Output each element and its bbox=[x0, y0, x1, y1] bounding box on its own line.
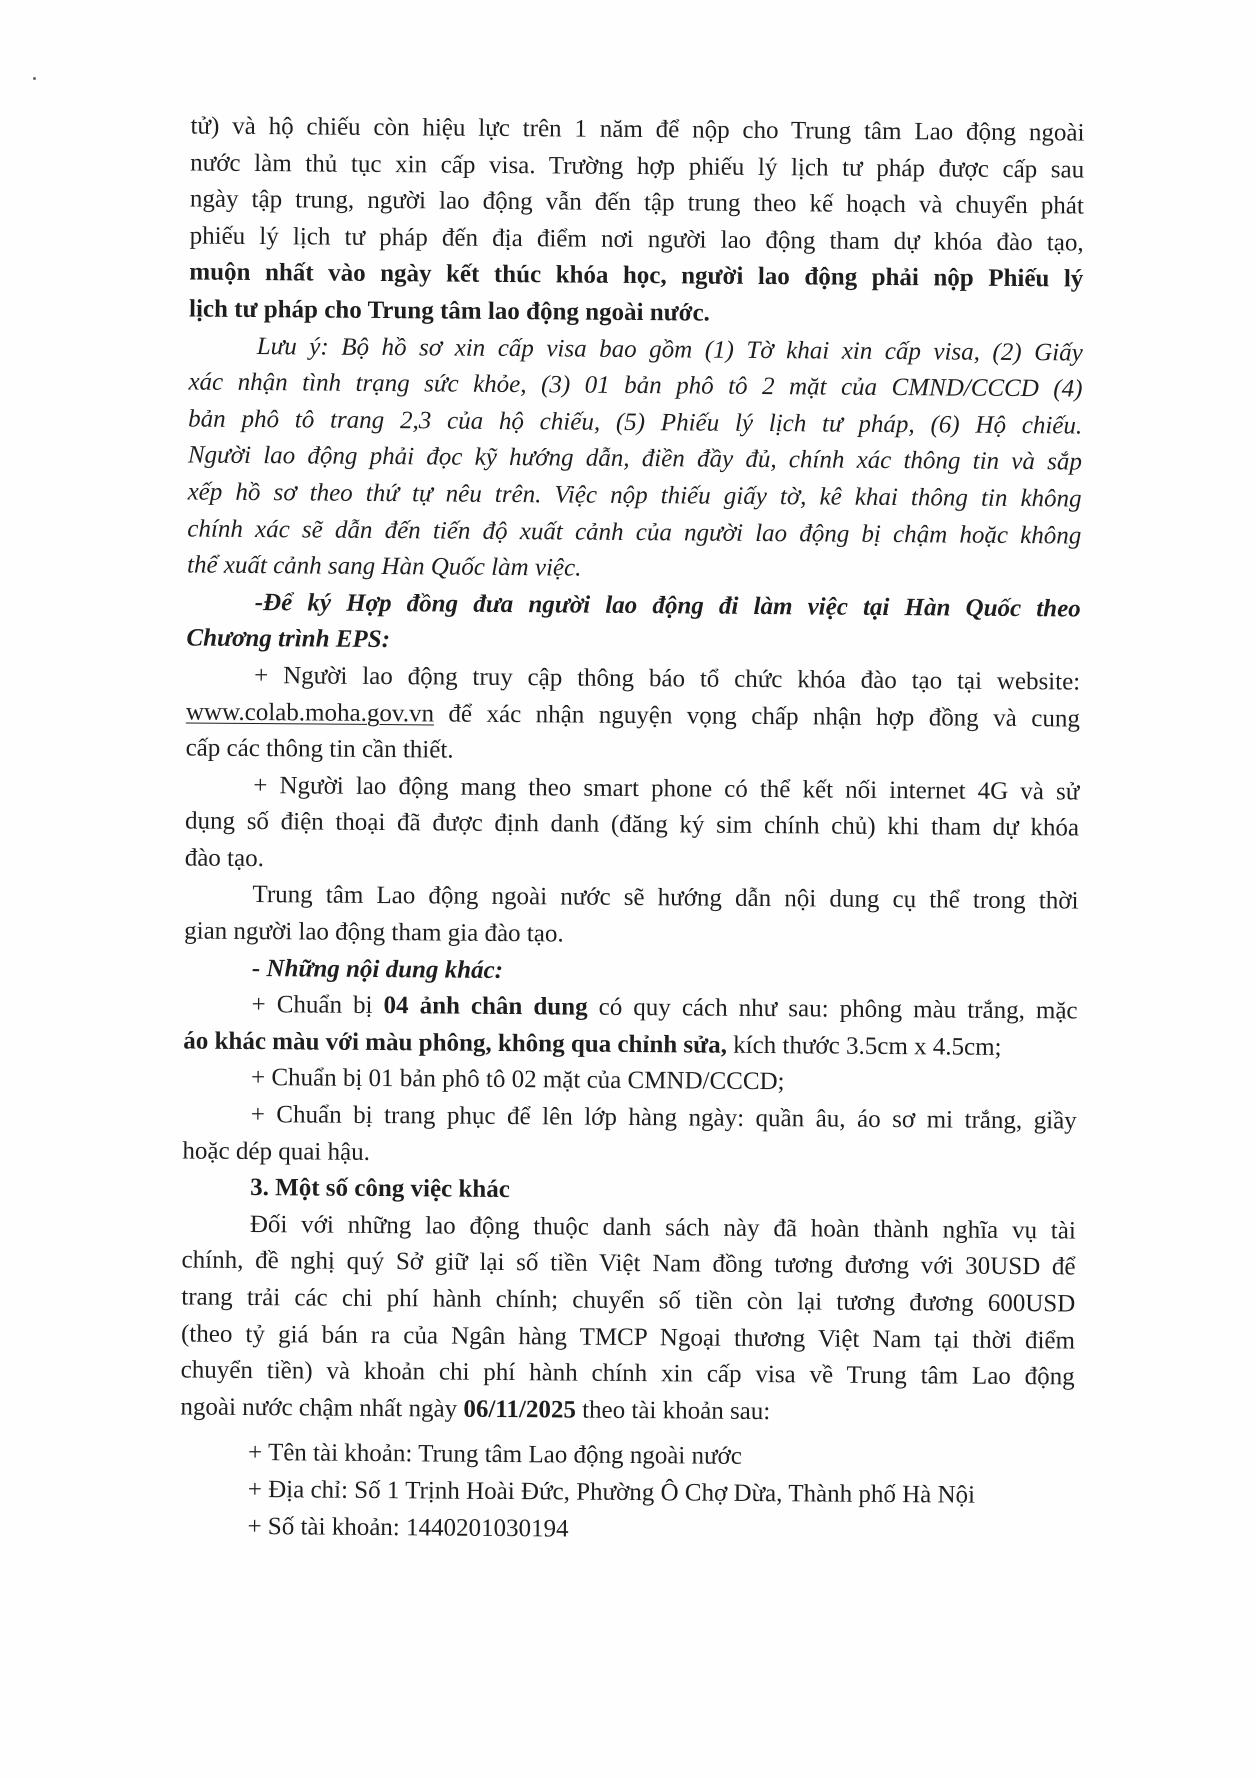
text-line: chính, đề nghị quý Sở giữ lại số tiền Việt Nam đồng tương đương với 30USD để bbox=[181, 1246, 1076, 1281]
note-line: xác nhận tình trạng sức khỏe, (3) 01 bản phô tô 2 mặt của CMND/CCCD (4) bbox=[188, 368, 1083, 403]
other-contents-heading: - Những nội dung khác: bbox=[251, 954, 504, 984]
guidance-paragraph bbox=[184, 877, 1079, 957]
text-line: phiếu lý lịch tư pháp đến địa điểm nơi người lao động tham dự khóa đào tạo, bbox=[189, 222, 1084, 257]
note-line: Lưu ý: Bộ hồ sơ xin cấp visa bao gồm (1) Tờ khai xin cấp visa, (2) Giấy bbox=[256, 332, 1083, 367]
text-line: cấp các thông tin cần thiết. bbox=[185, 734, 454, 764]
section-title: 3. Một số công việc khác bbox=[250, 1174, 510, 1204]
photo-item bbox=[183, 987, 1078, 1067]
text-line: (theo tỷ giá bán ra của Ngân hàng TMCP Ngoại thương Việt Nam tại thời điểm bbox=[180, 1320, 1076, 1355]
text-line bbox=[180, 1389, 1074, 1433]
scan-speck bbox=[33, 77, 36, 80]
contract-heading bbox=[186, 584, 1081, 664]
text-line: dụng số điện thoại đã được định danh (đăng ký sim chính chủ) khi tham dự khóa bbox=[184, 807, 1080, 842]
text-segment: ngoài nước chậm nhất ngày bbox=[180, 1393, 464, 1423]
text-segment: để xác nhận nguyện vọng chấp nhận hợp đồng và cung bbox=[433, 699, 1080, 733]
text-line: Trung tâm Lao động ngoài nước sẽ hướng dẫn nội dung cụ thể trong thời bbox=[252, 881, 1079, 915]
deadline-date: 06/11/2025 bbox=[463, 1395, 577, 1424]
text-line: hoặc dép quai hậu. bbox=[182, 1137, 371, 1166]
id-copy-item: + Chuẩn bị 01 bản phô tô 02 mặt của CMND/CCCD; bbox=[250, 1064, 785, 1096]
account-details bbox=[179, 1435, 1074, 1552]
text-line: đào tạo. bbox=[184, 844, 265, 872]
text-segment: theo tài khoản sau: bbox=[575, 1396, 771, 1425]
text-line: ngày tập trung, người lao động vẫn đến tập trung theo kế hoạch và chuyển phát bbox=[189, 185, 1085, 220]
text-line: tử) và hộ chiếu còn hiệu lực trên 1 năm để nộp cho Trung tâm Lao động ngoài bbox=[190, 112, 1085, 147]
note-line: Người lao động phải đọc kỹ hướng dẫn, điền đầy đủ, chính xác thông tin và sắp bbox=[187, 441, 1083, 476]
text-line: chuyển tiền) và khoản chi phí hành chính xin cấp visa về Trung tâm Lao động bbox=[180, 1356, 1075, 1391]
text-segment: có quy cách như sau: phông màu trắng, mặc bbox=[587, 993, 1078, 1025]
heading-line: Chương trình EPS: bbox=[186, 624, 391, 654]
visa-note-paragraph bbox=[187, 328, 1083, 591]
visa-paragraph bbox=[189, 109, 1085, 336]
text-line: + Chuẩn bị trang phục để lên lớp hàng ngày: quần âu, áo sơ mi trắng, giầy bbox=[250, 1101, 1077, 1135]
bold-segment: áo khác màu với màu phông, không qua chỉnh sửa, bbox=[183, 1027, 728, 1059]
bold-segment: 04 ảnh chân dung bbox=[383, 992, 588, 1021]
website-item bbox=[185, 657, 1080, 774]
clothes-item bbox=[182, 1097, 1077, 1177]
bold-text-line: muộn nhất vào ngày kết thúc khóa học, người lao động phải nộp Phiếu lý bbox=[189, 258, 1084, 293]
account-name: + Tên tài khoản: Trung tâm Lao động ngoài nước bbox=[247, 1439, 743, 1471]
account-address: + Địa chỉ: Số 1 Trịnh Hoài Đức, Phường Ô Chợ Dừa, Thành phố Hà Nội bbox=[247, 1475, 976, 1509]
heading-line: -Để ký Hợp đồng đưa người lao động đi làm việc tại Hàn Quốc theo bbox=[254, 588, 1081, 623]
finance-paragraph bbox=[180, 1206, 1076, 1433]
bold-text-line: lịch tư pháp cho Trung tâm lao động ngoài nước. bbox=[188, 295, 710, 327]
text-line: trang trải các chi phí hành chính; chuyển số tiền còn lại tương đương 600USD bbox=[181, 1283, 1076, 1318]
text-line: + Người lao động truy cập thông báo tổ chức khóa đào tạo tại website: bbox=[254, 661, 1081, 696]
note-line: bản phô tô trang 2,3 của hộ chiếu, (5) Phiếu lý lịch tư pháp, (6) Hộ chiếu. bbox=[188, 405, 1083, 440]
text-line: gian người lao động tham gia đào tạo. bbox=[184, 917, 564, 948]
note-line: thể xuất cảnh sang Hàn Quốc làm việc. bbox=[186, 551, 582, 582]
text-segment: kích thước 3.5cm x 4.5cm; bbox=[726, 1031, 1002, 1061]
text-line: nước làm thủ tục xin cấp visa. Trường hợp phiếu lý lịch tư pháp được cấp sau bbox=[190, 149, 1085, 184]
note-line: chính xác sẽ dẫn đến tiến độ xuất cảnh của người lao động bị chậm hoặc không bbox=[187, 515, 1082, 550]
text-line: + Người lao động mang theo smart phone có thể kết nối internet 4G và sử bbox=[253, 771, 1080, 806]
phone-item bbox=[185, 767, 1080, 884]
note-line: xếp hồ sơ theo thứ tự nêu trên. Việc nộp thiếu giấy tờ, kê khai thông tin không bbox=[187, 478, 1082, 513]
document-body bbox=[179, 109, 1084, 1552]
text-segment: + Chuẩn bị bbox=[251, 991, 384, 1020]
website-url: www.colab.moha.gov.vn bbox=[185, 697, 435, 727]
text-line: Đối với những lao động thuộc danh sách này đã hoàn thành nghĩa vụ tài bbox=[249, 1210, 1076, 1245]
account-number: + Số tài khoản: 1440201030194 bbox=[247, 1512, 569, 1543]
